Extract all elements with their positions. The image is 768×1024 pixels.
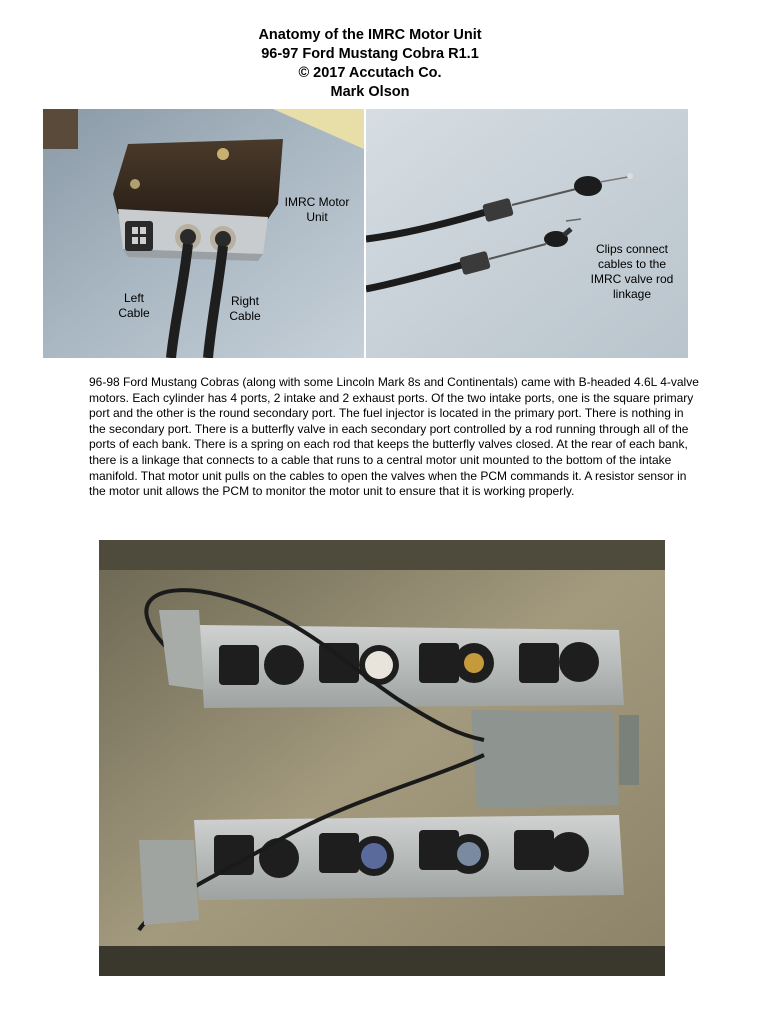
intake-manifold-photo (99, 540, 665, 976)
document-title-block (0, 26, 740, 102)
right-cable-label: Right Cable (229, 294, 261, 323)
motor-unit-label: IMRC Motor Unit (284, 195, 350, 224)
motor-unit-photo (43, 109, 364, 358)
title-line-2: 96-97 Ford Mustang Cobra R1.1 (261, 46, 479, 62)
left-cable-label: Left Cable (118, 291, 150, 320)
title-line-3: © 2017 Accutach Co. (298, 65, 442, 81)
clips-label: Clips connect cables to the IMRC valve rod linkage (590, 242, 674, 301)
title-line-1: Anatomy of the IMRC Motor Unit (258, 27, 482, 43)
cable-clips-photo (366, 109, 688, 358)
body-paragraph: 96-98 Ford Mustang Cobras (along with some Lincoln Mark 8s and Continentals) came with B-headed 4.6L 4-valve motors. Each cylinder has 4 ports, 2 intake and 2 exhaust ports. Of the two intake ports, one is the square primary port and the other is the round secondary port. The fuel injector is located in the primary port. There is nothing in the secondary port. There is a butterfly valve in each secondary port controlled by a rod running through all of the ports of each bank. There is a spring on each rod that keeps the butterfly valves closed. At the rear of each bank, there is a linkage that connects to a cable that runs to a central motor unit mounted to the bottom of the intake manifold. That motor unit pulls on the cables to open the valves when the PCM commands it. A resistor sensor in the motor unit allows the PCM to monitor the motor unit to ensure that it is working properly. (89, 375, 699, 499)
title-line-4: Mark Olson (330, 84, 410, 100)
